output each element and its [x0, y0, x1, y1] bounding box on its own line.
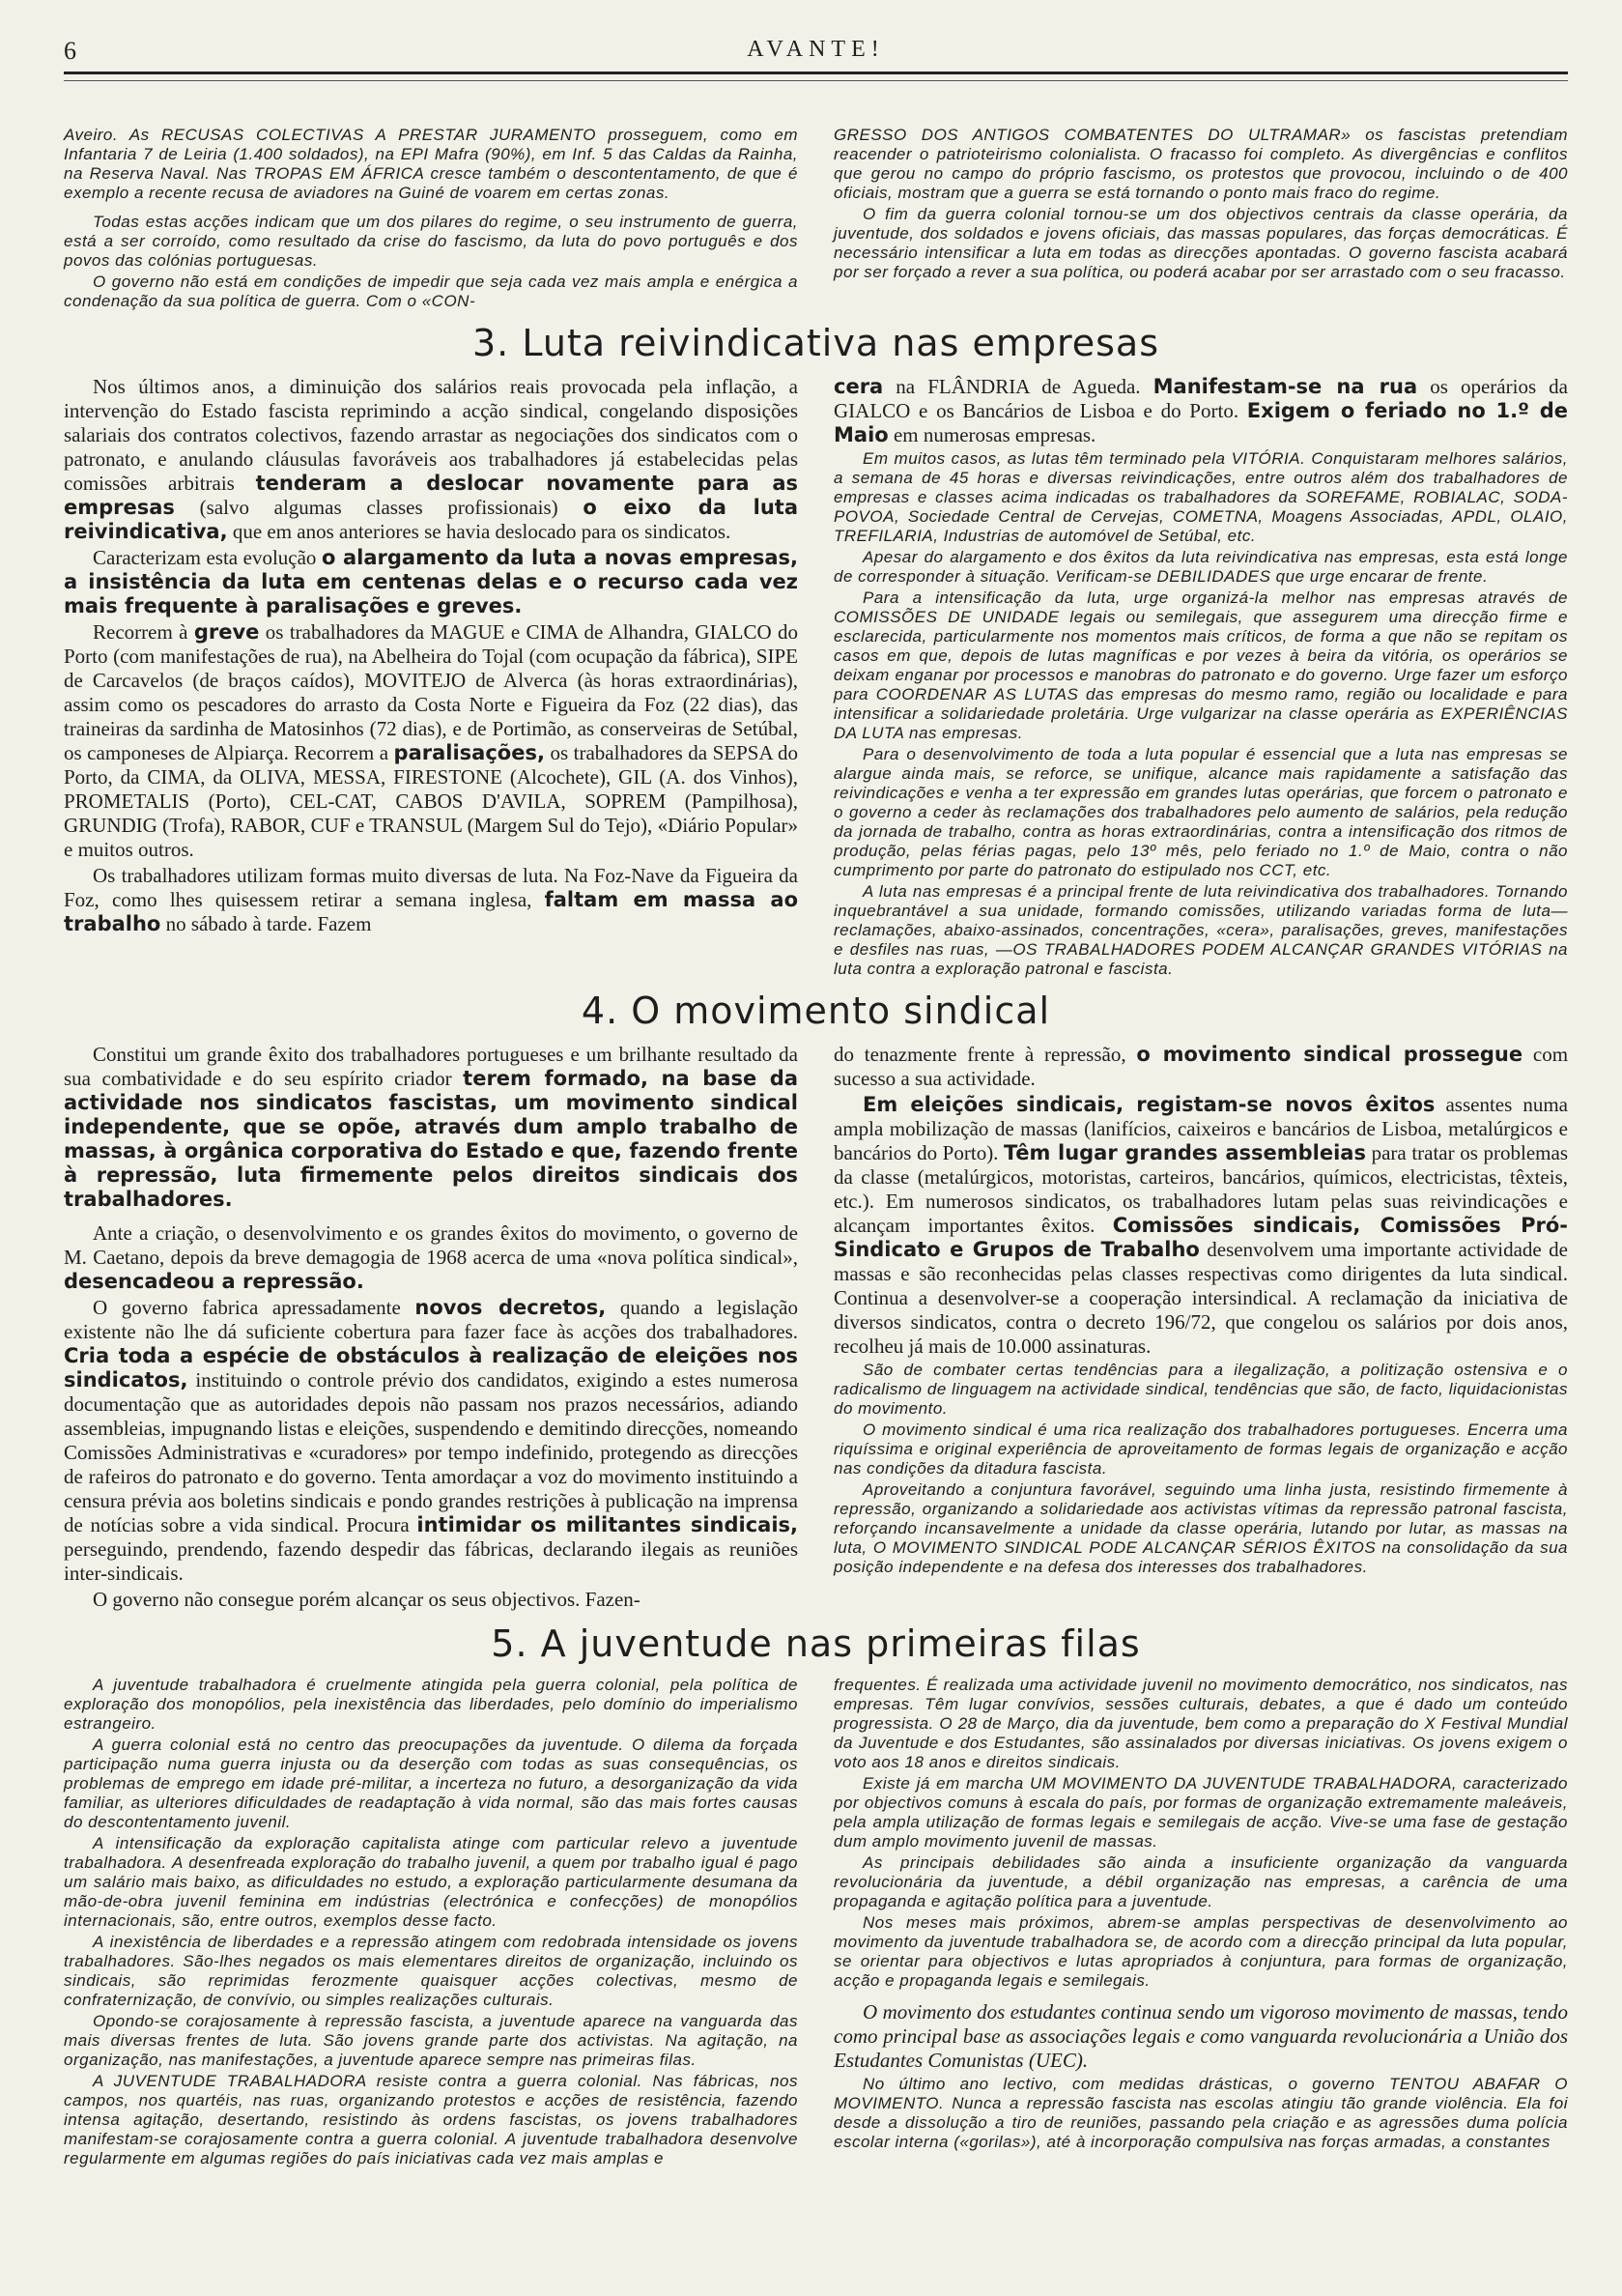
paragraph: No último ano lectivo, com medidas drásticas, o governo TENTOU ABAFAR O MOVIMENTO. Nunca a repressão fascista nas escolas atingiu tão grande violência. Ela foi desde a dissolução a tiro de reuniões, passando pela criação e as agressões duma polícia escolar interna («gorilas»), até à incorporação compulsiva nas forças armadas, a constantes: [834, 2075, 1568, 2151]
paragraph: A juventude trabalhadora é cruelmente atingida pela guerra colonial, pela política de exploração dos monopólios, pela inexistência das liberdades, pelo domínio do imperialismo estrangeiro.: [64, 1676, 798, 1733]
intro-paragraph: O fim da guerra colonial tornou-se um dos objectivos centrais da classe operária, da juventude, dos soldados e jovens oficiais, das massas populares, das forças democráticas. É necessário intensificar a luta em todas as direcções apontadas. O governo fascista acabará por ser forçado a rever a sua política, ou poderá acabar por ser arrastado com o seu fracasso.: [834, 205, 1568, 281]
text: desenvolvem uma importante actividade de massas e são reconhecidas pelas classes respectivas como dirigentes da luta sindical. Continua a desenvolver-se a cooperação intersindical. A reclamação da iniciativa de diversos sindicatos, contra o decreto 196/72, que congelou os salários por dois anos, recolheu já mais de 10.000 assinaturas.: [834, 1238, 1568, 1358]
highlight-text: o eixo da luta reivindicativa,: [64, 496, 799, 543]
paragraph: A intensificação da exploração capitalista atinge com particular relevo a juventude trabalhadora. A desenfreada exploração do trabalho juvenil, a quem por trabalho igual é pago um salário mais baixo, as dificuldades no estudo, a exploração particularmente desumana da mão-de-obra juvenil feminina em indústrias (electrónica e confecções) de monopólios internacionais, são, entre outros, exemplos desse facto.: [64, 1834, 798, 1930]
paragraph: Apesar do alargamento e dos êxitos da luta reivindicativa nas empresas, esta está longe de corresponder à situação. Verificam-se DEBILIDADES que urge encarar de frente.: [834, 548, 1568, 586]
highlight-text: cera: [834, 375, 884, 398]
highlight-text: Têm lugar grandes assembleias: [1004, 1141, 1366, 1164]
intro-paragraph: GRESSO DOS ANTIGOS COMBATENTES DO ULTRAMAR» os fascistas pretendiam reacender o patrioteirismo colonialista. O fracasso foi completo. As divergências e conflitos que gerou no campo do próprio fascismo, os protestos que provocou, incluindo o de 400 oficiais, mostram que a guerra se está tornando o ponto mais fraco do regime.: [834, 126, 1568, 202]
text: no sábado à tarde. Fazem: [165, 912, 372, 935]
paragraph: O movimento sindical é uma rica realização dos trabalhadores portugueses. Encerra uma riquíssima e original experiência de aproveitamento de formas legais de organização e acção nas condições da ditadura fascista.: [834, 1421, 1568, 1478]
intro-paragraph: Todas estas acções indicam que um dos pilares do regime, o seu instrumento de guerra, está a ser corroído, como resultado da crise do fascismo, da luta do povo português e dos povos das colónias portuguesas.: [64, 213, 798, 270]
text: Constitui um grande êxito dos trabalhadores portugueses e um brilhante resultado da sua combatividade e do seu espírito criador: [64, 1043, 798, 1090]
paragraph: A luta nas empresas é a principal frente de luta reivindicativa dos trabalhadores. Tornando inquebrantável a sua unidade, formando comissões, utilizando variadas forma de luta—reclamações, abaixo-assinados, concentrações, «cera», paralisações, greves, manifestações e desfiles nas ruas, —OS TRABALHADORES PODEM ALCANÇAR GRANDES VITÓRIAS na luta contra a exploração patronal e fascista.: [834, 882, 1568, 978]
text: os operários da GIALCO e os Bancários de Lisboa e do Porto.: [834, 375, 1569, 422]
text: em numerosas empresas.: [893, 423, 1096, 446]
text: os trabalhadores da MAGUE e CIMA de Alhandra, GIALCO do Porto (com manifestações de rua), na Abelheira do Tojal (com ocupação da fábrica), SIPE de Carcavelos (de braços caídos), MOVITEJO de Alverca (às horas extraordinárias), assim como os pescadores do arrasto da Costa Norte e Figueira da Foz (22 dias), das traineiras da sardinha de Matosinhos (72 dias), e de Portimão, as conserveiras de Setúbal, os camponeses de Alpiarça. Recorrem a: [64, 620, 798, 764]
text: que em anos anteriores se havia deslocado para os sindicatos.: [232, 520, 731, 543]
paragraph: [64, 1043, 798, 1212]
highlight-text: intimidar os militantes sindicais,: [416, 1513, 798, 1536]
intro-paragraph: O governo não está em condições de impedir que seja cada vez mais ampla e enérgica a condenação da sua política de guerra. Com o «CON-: [64, 273, 798, 310]
paragraph: [64, 375, 798, 544]
paragraph: Aproveitando a conjuntura favorável, seguindo uma linha justa, resistindo firmemente à repressão, organizando a solidariedade aos activistas vítimas da repressão patronal fascista, reforçando incansavelmente a unidade da classe operária, lutando por lutar, as massas na luta, O MOVIMENTO SINDICAL PODE ALCANÇAR SÉRIOS ÊXITOS na consolidação da sua posição independente e na defesa dos interesses dos trabalhadores.: [834, 1480, 1568, 1576]
section-5-body: [64, 1676, 1568, 2170]
paragraph: [64, 620, 798, 862]
section-4-left-column: [64, 1043, 798, 1614]
text: quando a legislação existente não lhe dá suficiente cobertura para fazer face às acções dos trabalhadores.: [64, 1296, 799, 1343]
paragraph: As principais debilidades são ainda a insuficiente organização da vanguarda revolucionária da juventude, a débil organização nas empresas, a carência de uma propaganda e agitação política para a juventude.: [834, 1853, 1568, 1910]
paragraph: Para a intensificação da luta, urge organizá-la melhor nas empresas através de COMISSÕES DE UNIDADE legais ou semilegais, que assegurem uma direcção firme e esclarecida, particularmente nos momentos mais críticos, de forma a que não se repitam os casos em que, depois de lutas magníficas e por vezes à beira da vitória, os operários se deixam enganar por processos e manobras do patronato e do governo. Urge fazer um esforço para COORDENAR AS LUTAS das empresas do mesmo ramo, região ou localidade e para intensificar a solidariedade proletária. Urge vulgarizar na classe operária as EXPERIÊNCIAS DA LUTA nas empresas.: [834, 588, 1568, 742]
section-3-body: [64, 375, 1568, 981]
section-4-right-column: [834, 1043, 1568, 1614]
paragraph: Existe já em marcha UM MOVIMENTO DA JUVENTUDE TRABALHADORA, caracterizado por objectivos comuns à escala do país, por formas de organização extremamente maleáveis, pela ampla utilização de formas legais e semilegais de acção. Vive-se uma fase de gestação dum amplo movimento juvenil de massas.: [834, 1774, 1568, 1851]
text: instituindo o controle prévio dos candidatos, exigindo a estes numerosa documentação que as autoridades depois não passam nos prazos necessários, adiando assembleias, impugnando listas e eleições, suspendendo e demitindo direcções, nomeando Comissões Administrativas e «curadores» por tempo indefinido, protegendo as direcções de rafeiros do patronato e do governo. Tenta amordaçar a voz do movimento instituindo a censura prévia aos boletins sindicais e pondo grandes restrições à publicação na imprensa de notícias sobre a vida sindical. Procura: [64, 1368, 799, 1536]
highlight-text: Cria toda a espécie de obstáculos à realização de eleições nos sindicatos,: [64, 1344, 798, 1392]
highlight-text: desencadeou a repressão.: [64, 1270, 364, 1293]
text: do tenazmente frente à repressão,: [834, 1043, 1126, 1066]
text: assentes numa ampla mobilização de massas (lanifícios, caixeiros e bancários de Lisboa, metalúrgicos e bancários do Porto).: [834, 1093, 1568, 1164]
text: Caracterizam esta evolução: [93, 546, 317, 569]
highlight-text: Comissões sindicais, Comissões Pró-Sindicato e Grupos de Trabalho: [834, 1214, 1569, 1261]
highlight-text: o alargamento da luta a novas empresas, a insistência da luta em centenas delas e o recurso cada vez mais frequente à paralisações e greves.: [64, 546, 798, 617]
paragraph: [834, 1043, 1568, 1091]
page-header: [64, 33, 1568, 74]
highlight-text: Manifestam-se na rua: [1152, 375, 1418, 398]
intro-block: [64, 126, 1568, 313]
paragraph: Nos meses mais próximos, abrem-se amplas perspectivas de desenvolvimento ao movimento da juventude trabalhadora se, de acordo com a direcção principal da luta popular, se orientar para objectivos e lutas apropriados à conjuntura, para formas de organização, acção e propaganda legais e semilegais.: [834, 1913, 1568, 1990]
paragraph: A guerra colonial está no centro das preocupações da juventude. O dilema da forçada participação numa guerra injusta ou da deserção com todas as suas consequências, os problemas de emprego em idade pré-militar, a incerteza no futuro, a desorganização da vida familiar, as ulteriores dificuldades de readaptação à vida normal, são das mais fortes causas do descontentamento juvenil.: [64, 1736, 798, 1831]
text: Nos últimos anos, a diminuição dos salários reais provocada pela inflação, a intervenção do Estado fascista reprimindo a acção sindical, congelando disposições salariais dos contratos colectivos, fazendo arrastar as negociações dos sindicatos com o patronato, e anulando cláusulas favoráveis aos trabalhadores já estabelecidas pelas comissões arbitrais: [64, 375, 798, 495]
page-number: 6: [64, 37, 76, 65]
newspaper-title: AVANTE!: [747, 37, 885, 62]
highlight-text: paralisações,: [393, 741, 545, 764]
paragraph: [834, 1093, 1568, 1359]
text: O governo fabrica apressadamente: [93, 1296, 401, 1319]
highlight-text: o movimento sindical prossegue: [1136, 1043, 1523, 1066]
paragraph: O movimento dos estudantes continua sendo um vigoroso movimento de massas, tendo como principal base as associações legais e como vanguarda revolucionária a União dos Estudantes Comunistas (UEC).: [834, 2000, 1568, 2072]
text: para tratar os problemas da classe (metalúrgicos, motoristas, carteiros, bancários, químicos, electricistas, têxteis, etc.). Em numerosos sindicatos, os trabalhadores lutam pelas suas reivindicações e alcançam importantes êxitos.: [834, 1141, 1568, 1237]
text: na FLÂNDRIA de Agueda.: [896, 375, 1141, 398]
intro-right-column: [834, 126, 1568, 313]
text: Recorrem à: [93, 620, 188, 644]
section-5-left-column: [64, 1676, 798, 2170]
highlight-text: novos decretos,: [414, 1296, 607, 1319]
paragraph: [64, 864, 798, 936]
paragraph: A inexistência de liberdades e a repressão atingem com redobrada intensidade os jovens trabalhadores. São-lhes negados os mais elementares direitos de organização, incluindo os sindicais, são reprimidas ferozmente quaisquer acções colectivas, mesmo de confraternização, de convívio, ou simples realizações culturais.: [64, 1933, 798, 2009]
highlight-text: Em eleições sindicais, registam-se novos êxitos: [863, 1093, 1436, 1116]
section-3-right-column: [834, 375, 1568, 981]
intro-paragraph: Aveiro. As RECUSAS COLECTIVAS A PRESTAR JURAMENTO prosseguem, como em Infantaria 7 de Leiria (1.400 soldados), na EPI Mafra (90%), em Inf. 5 das Caldas da Rainha, na Reserva Naval. Nas TROPAS EM ÁFRICA cresce também o descontentamento, de que é exemplo a recente recusa de aviadores na Guiné de voarem em certas zonas.: [64, 126, 798, 202]
paragraph: Opondo-se corajosamente à repressão fascista, a juventude aparece na vanguarda das mais diversas frentes de luta. São jovens grande parte dos activistas. Na agitação, na organização, nas manifestações, a juventude aparece sempre nas primeiras filas.: [64, 2012, 798, 2069]
paragraph: Para o desenvolvimento de toda a luta popular é essencial que a luta nas empresas se alargue ainda mais, se reforce, se unifique, alcance mais rapidamente a satisfação das reivindicações e venha a ter expressão em grandes lutas operárias, que forcem o patronato e o governo a ceder às reclamações dos trabalhadores pelo aumento de salários, pela redução da jornada de trabalho, contra as horas extraordinárias, contra a intensificação dos ritmos de produção, pelas férias pagas, pelo 13º mês, pelo feriado no 1.º de Maio, contra o não cumprimento por parte do patronato do estipulado nos CCT, etc.: [834, 745, 1568, 879]
intro-left-column: [64, 126, 798, 313]
highlight-text: tenderam a deslocar novamente para as empresas: [64, 472, 798, 519]
header-divider: [64, 80, 1568, 81]
paragraph: [64, 546, 798, 618]
text: Os trabalhadores utilizam formas muito diversas de luta. Na Foz-Nave da Figueira da Foz, como lhes quisessem retirar a semana inglesa,: [64, 864, 798, 911]
text: com sucesso a sua actividade.: [834, 1043, 1569, 1090]
text: perseguindo, prendendo, fazendo despedir das fábricas, declarando ilegais as reuniões inter-sindicais.: [64, 1537, 798, 1585]
highlight-text: faltam em massa ao trabalho: [64, 888, 799, 935]
paragraph: [64, 1221, 798, 1294]
section-3-title: 3. Luta reivindicativa nas empresas: [471, 322, 1160, 364]
paragraph: A JUVENTUDE TRABALHADORA resiste contra a guerra colonial. Nas fábricas, nos campos, nos quartéis, nas ruas, organizando protestos e acções de resistência, fazendo intensa agitação, desertando, resistindo às ordens fascistas, os jovens trabalhadores manifestam-se corajosamente contra a guerra colonial. A juventude trabalhadora desenvolve regularmente em algumas regiões do país iniciativas cada vez mais amplas e: [64, 2072, 798, 2167]
text: Ante a criação, o desenvolvimento e os grandes êxitos do movimento, o governo de M. Caetano, depois da breve demagogia de 1968 acerca de uma «nova política sindical»,: [64, 1221, 798, 1269]
section-4-body: [64, 1043, 1568, 1614]
paragraph: Em muitos casos, as lutas têm terminado pela VITÓRIA. Conquistaram melhores salários, a semana de 45 horas e diversas reivindicações, entre outros além dos trabalhadores de empresas e classes acima indicadas os trabalhadores da SOREFAME, ROBIALAC, SODA-POVOA, Sociedade Central de Cervejas, COMETNA, Moagens Associadas, APDL, OLAIO, TREFILARIA, Industrias de automóvel de Setúbal, etc.: [834, 449, 1568, 545]
highlight-text: greve: [193, 620, 260, 644]
paragraph: São de combater certas tendências para a ilegalização, a politização ostensiva e o radicalismo de linguagem na actividade sindical, tendências que são, de facto, liquidacionistas do movimento.: [834, 1361, 1568, 1418]
section-5-right-column: [834, 1676, 1568, 2170]
section-5-title: 5. A juventude nas primeiras filas: [491, 1622, 1141, 1665]
paragraph: [834, 375, 1568, 447]
highlight-text: terem formado, na base da actividade nos sindicatos fascistas, um movimento sindical independente, que se opõe, através dum amplo trabalho de massas, à orgânica corporativa do Estado e que, fazendo frente à repressão, luta firmemente pelos direitos sindicais dos trabalhadores.: [64, 1067, 799, 1211]
text: os trabalhadores da SEPSA do Porto, da CIMA, da OLIVA, MESSA, FIRESTONE (Alcochete), GIL (A. dos Vinhos), PROMETALIS (Porto), CEL-CAT, CABOS D'AVILA, SOPREM (Pampilhosa), GRUNDIG (Trofa), RABOR, CUF e TRANSUL (Margem Sul do Tejo), «Diário Popular» e muitos outros.: [64, 741, 799, 861]
paragraph: O governo não consegue porém alcançar os seus objectivos. Fazen-: [93, 1588, 640, 1611]
paragraph: [64, 1296, 798, 1586]
section-4-title: 4. O movimento sindical: [581, 990, 1051, 1032]
section-3-left-column: [64, 375, 798, 981]
highlight-text: Exigem o feriado no 1.º de Maio: [834, 399, 1569, 446]
paragraph: frequentes. É realizada uma actividade juvenil no movimento democrático, nos sindicatos, nas empresas. Têm lugar convívios, sessões culturais, debates, a que é dado um conteúdo progressista. O 28 de Março, dia da juventude, bem como a preparação do X Festival Mundial da Juventude e dos Estudantes, são assinalados por diversas iniciativas. Os jovens exigem o voto aos 18 anos e direitos sindicais.: [834, 1676, 1568, 1771]
text: (salvo algumas classes profissionais): [199, 496, 558, 519]
